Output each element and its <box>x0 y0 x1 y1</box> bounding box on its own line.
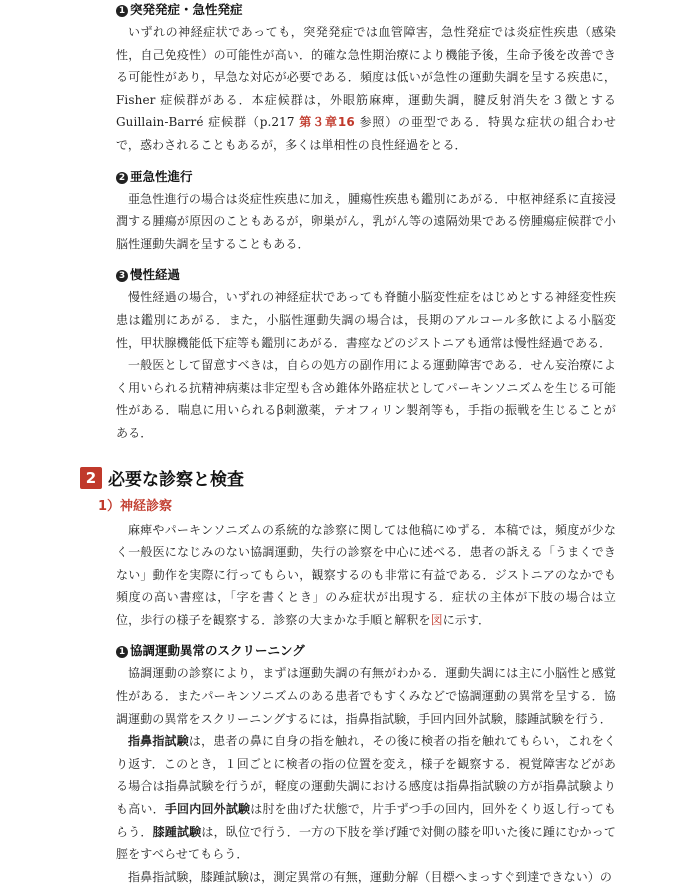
section-heading-text: 突発発症・急性発症 <box>130 2 243 17</box>
section-heading-coordination <box>116 640 616 662</box>
chapter-number-badge: 2 <box>80 467 102 489</box>
section-heading-text: 慢性経過 <box>130 267 181 283</box>
paragraph-text: 麻痺やパーキンソニズムの系統的な診察に関しては他稿にゆずる．本稿では，頻度が少なく一般医になじみのない協調運動，失行の診察を中心に述べる．患者の訴える「うまくできない」動作を実際に行ってもらい，観察するのも非常に有益である．ジストニアのなかでも頻度の高い書痙は，「字を書くとき」のみ症状が出現する．症状の主体が下肢の場合は立位，歩行の様子を観察する．診察の大まかな手順と解釈を <box>116 522 616 627</box>
chapter-cross-reference[interactable]: 第３章16 <box>299 115 355 130</box>
document-page <box>85 0 617 888</box>
paragraph-text: は，臥位で行う．一方の下肢を挙げ踵で対側の膝を叩いた後に踵にむかって脛をすべらせてもらう． <box>116 824 616 862</box>
circled-number-marker: 1 <box>116 646 128 658</box>
paragraph-chronic: 慢性経過の場合，いずれの神経症状であっても脊髄小脳変性症をはじめとする神経変性疾患は鑑別にあがる．また，小脳性運動失調の場合は，長期のアルコール多飲による小脳変性，甲状腺機能低下症等も鑑別にあがる．書痙などのジストニアも通常は慢性経過である． <box>116 290 616 350</box>
circled-number-marker: 3 <box>116 270 128 282</box>
paragraph-coordination-intro: 協調運動の診察により，まずは運動失調の有無がわかる．運動失調には主に小脳性と感覚性がある．またパーキンソニズムのある患者でもすくみなどで協調運動の異常を呈する．協調運動の異常をスクリーニングするには，指鼻指試験，手回内回外試験，膝踵試験を行う． <box>116 666 616 726</box>
section-heading-text: 亜急性進行 <box>130 168 193 184</box>
paragraph-text: は肘を曲げた状態で，片手ずつ手の回内，回外をくり返し行ってもらう． <box>116 802 617 839</box>
section-heading-subacute <box>116 166 616 188</box>
paragraph-text: 参照）の亜型である．特異な症状の組合わせで，惑わされることもあるが，多くは単相性の良性経過をとる． <box>116 115 616 152</box>
paragraph-text: に示す． <box>442 612 491 627</box>
paragraph-subacute: 亜急性進行の場合は炎症性疾患に加え，腫瘍性疾患も鑑別にあがる．中枢神経系に直接浸潤する腫瘍が原因のこともあるが，卵巣がん，乳がん等の遠隔効果である傍腫瘍症候群で小脳性運動失調を呈することもある． <box>116 191 616 251</box>
paragraph-coordination-findings: 指鼻指試験，膝踵試験は，測定異常の有無，運動分解（目標へまっすぐ到達できない）の <box>128 869 613 884</box>
paragraph-neuro-exam <box>116 519 616 632</box>
figure-reference[interactable]: 図 <box>430 612 443 627</box>
term-pronation-supination: 手回内回外試験 <box>164 802 251 817</box>
paragraph-coordination-tests <box>116 730 616 866</box>
paragraph-acute <box>116 21 616 157</box>
paragraph-text: いずれの神経症状であっても，突発発症では血管障害，急性発症では炎症性疾患（感染性，自己免疫性）の可能性が高い．的確な急性期治療により機能予後，生命予後を改善できる可能性があり，早急な対応が必要である．頻度は低いが急性の運動失調を呈する疾患に，Fisher 症候群がある．本症候群は，外眼筋麻痺，運動失調，腱反射消失を３徴とするGuillain-Barré 症候群（p.217 <box>116 25 616 130</box>
chapter-heading <box>80 465 616 495</box>
subsection-heading-neuro-exam: 1）神経診察 <box>98 498 173 514</box>
circled-number-marker: 2 <box>116 172 128 184</box>
paragraph-text: は，患者の鼻に自身の指を触れ，その後に検者の指を触れてもらい，これをくり返す．このとき，１回ごとに検者の指の位置を変え，様子を観察する．視覚障害などがある場合は指鼻試験を行うが，軽度の運動失調における感度は指鼻指試験の方が指鼻試験よりも高い． <box>116 734 616 817</box>
section-heading-acute <box>116 0 616 21</box>
term-finger-nose-finger: 指鼻指試験 <box>128 734 189 749</box>
circled-number-marker: 1 <box>116 5 128 17</box>
term-heel-knee: 膝踵試験 <box>152 824 202 839</box>
section-heading-chronic <box>116 264 616 286</box>
chapter-title: 必要な診察と検査 <box>108 469 244 490</box>
section-heading-text: 協調運動異常のスクリーニング <box>130 643 305 659</box>
paragraph-drug-side-effects: 一般医として留意すべきは，自らの処方の副作用による運動障害である．せん妄治療によく用いられる抗精神病薬は非定型も含め錐体外路症状としてパーキンソニズムを生じる可能性がある．喘息に用いられるβ刺激薬，テオフィリン製剤等も，手指の振戦を生じることがある． <box>116 358 616 440</box>
